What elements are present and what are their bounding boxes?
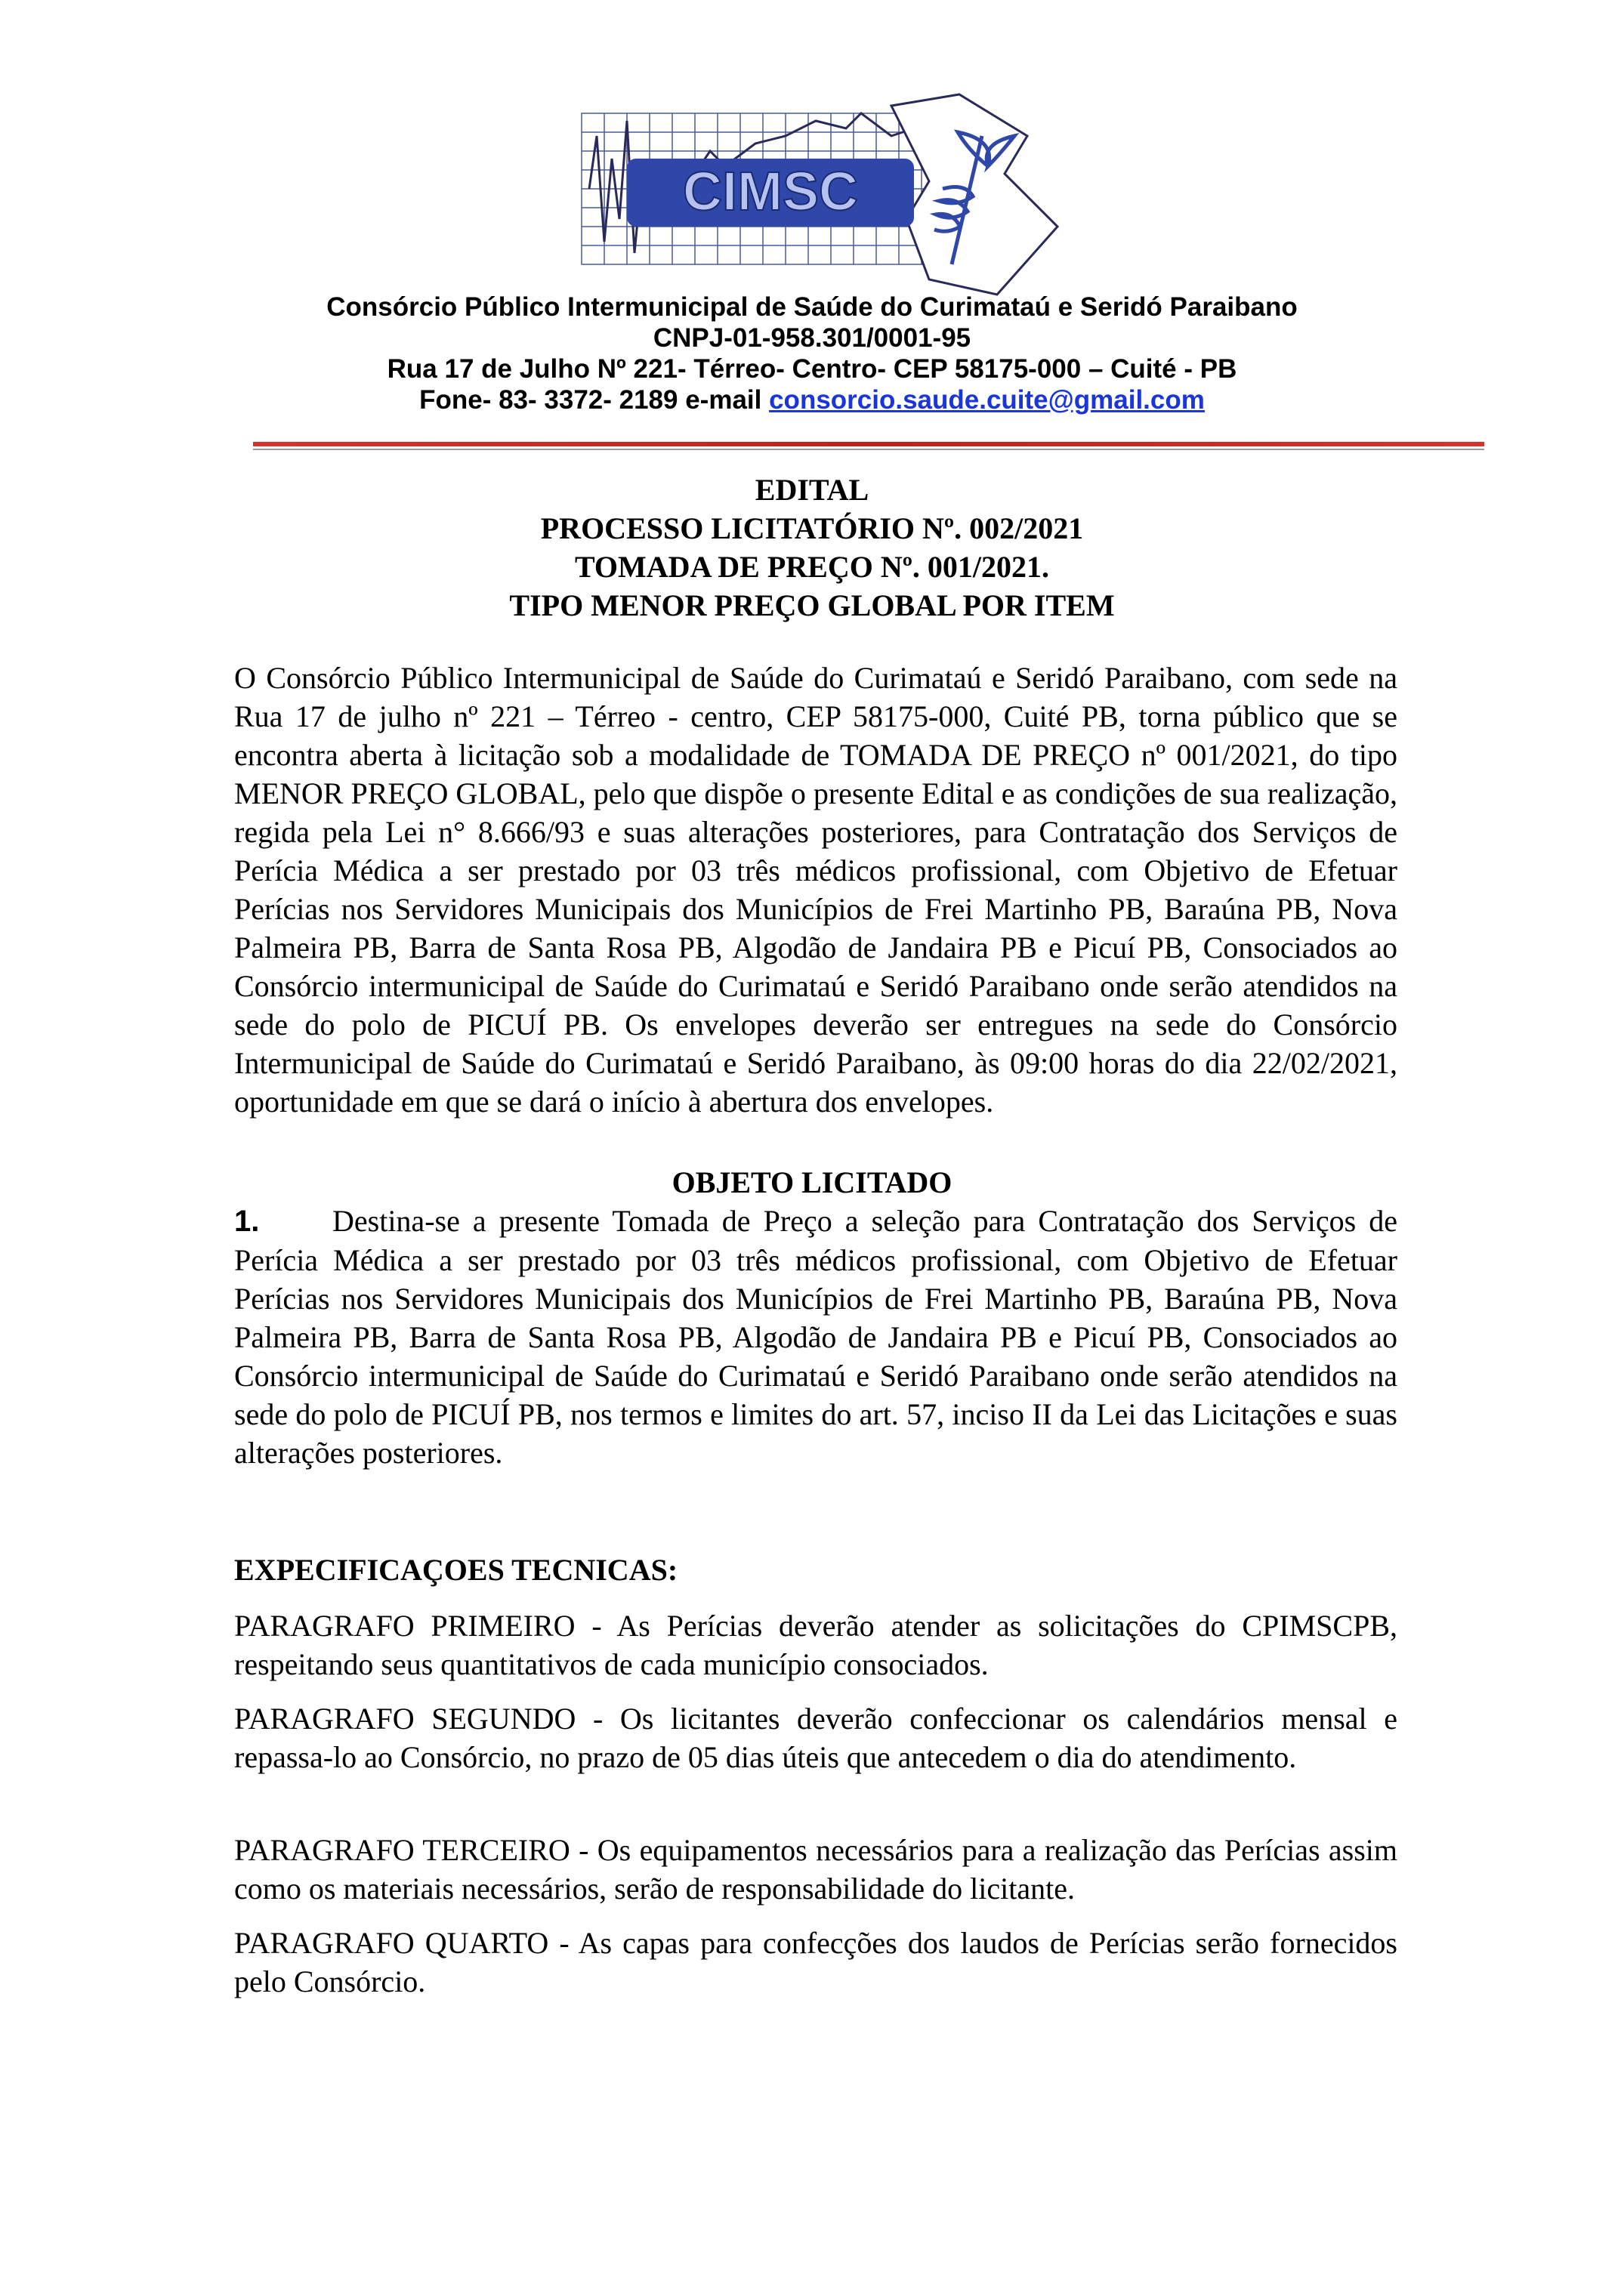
email-link[interactable]: consorcio.saude.cuite@gmail.com — [769, 385, 1205, 415]
header-rule — [253, 442, 1484, 446]
objeto-paragraph — [234, 1202, 1397, 1472]
paragrafo-terceiro: PARAGRAFO TERCEIRO - Os equipamentos necessários para a realização das Perícias assim como os materiais necessários, serão de responsabilidade do licitante. — [234, 1833, 1397, 1906]
paragrafo-quarto: PARAGRAFO QUARTO - As capas para confecções dos laudos de Perícias serão fornecidos pelo Consórcio. — [234, 1926, 1397, 1998]
paragrafo-segundo: PARAGRAFO SEGUNDO - Os licitantes deverão confeccionar os calendários mensal e repassa-lo ao Consórcio, no prazo de 05 dias úteis que antecedem o dia do atendimento. — [234, 1702, 1397, 1774]
paragrafo-primeiro: PARAGRAFO PRIMEIRO - As Perícias deverão atender as solicitações do CPIMSCPB, respeitando seus quantitativos de cada município consociados. — [234, 1609, 1397, 1681]
title-edital: EDITAL — [755, 473, 869, 507]
title-processo: PROCESSO LICITATÓRIO Nº. 002/2021 — [540, 511, 1084, 545]
objeto-heading: OBJETO LICITADO — [672, 1165, 952, 1199]
intro-paragraph: O Consórcio Público Intermunicipal de Saúde do Curimataú e Seridó Paraibano, com sede na Rua 17 de julho nº 221 – Térreo - centro, CEP 58175-000, Cuité PB, torna público que se encontra aberta à licitação sob a modalidade de TOMADA DE PREÇO nº 001/2021, do tipo MENOR PREÇO GLOBAL, pelo que dispõe o presente Edital e as condições de sua realização, regida pela Lei n° 8.666/93 e suas alterações posteriores, para Contratação dos Serviços de Perícia Médica a ser prestado por 03 três médicos profissional, com Objetivo de Efetuar Perícias nos Servidores Municipais dos Municípios de Frei Martinho PB, Baraúna PB, Nova Palmeira PB, Barra de Santa Rosa PB, Algodão de Jandaira PB e Picuí PB, Consociados ao Consórcio intermunicipal de Saúde do Curimataú e Seridó Paraibano onde serão atendidos na sede do polo de PICUÍ PB. Os envelopes deverão ser entregues na sede do Consórcio Intermunicipal de Saúde do Curimataú e Seridó Paraibano, às 09:00 horas do dia 22/02/2021, oportunidade em que se dará o início à abertura dos envelopes. — [234, 661, 1397, 1119]
phone-text: Fone- 83- 3372- 2189 e-mail — [419, 385, 770, 415]
org-name: Consórcio Público Intermunicipal de Saúde do Curimataú e Seridó Paraibano — [326, 292, 1298, 322]
document-title — [227, 471, 1397, 625]
contact-line — [227, 384, 1397, 415]
cimsc-logo — [574, 91, 1065, 302]
header-rule-shadow — [253, 449, 1484, 450]
objeto-number: 1. — [234, 1205, 260, 1238]
cnpj: CNPJ-01-958.301/0001-95 — [653, 323, 971, 353]
logo-text: CIMSC — [683, 162, 858, 222]
title-tomada: TOMADA DE PREÇO Nº. 001/2021. — [574, 550, 1050, 584]
objeto-text: Destina-se a presente Tomada de Preço a seleção para Contratação dos Serviços de Perícia Médica a ser prestado por 03 três médicos profissional, com Objetivo de Efetuar Perícias nos Servidores Municipais dos Municípios de Frei Martinho PB, Baraúna PB, Nova Palmeira PB, Barra de Santa Rosa PB, Algodão de Jandaira PB e Picuí PB, Consociados ao Consórcio intermunicipal de Saúde do Curimataú e Seridó Paraibano onde serão atendidos na sede do polo de PICUÍ PB, nos termos e limites do art. 57, inciso II da Lei das Licitações e suas alterações posteriores. — [234, 1204, 1397, 1470]
especificacoes-heading: EXPECIFICAÇOES TECNICAS: — [234, 1553, 678, 1587]
address: Rua 17 de Julho Nº 221- Térreo- Centro- CEP 58175-000 – Cuité - PB — [387, 354, 1237, 384]
title-tipo: TIPO MENOR PREÇO GLOBAL POR ITEM — [509, 588, 1115, 622]
